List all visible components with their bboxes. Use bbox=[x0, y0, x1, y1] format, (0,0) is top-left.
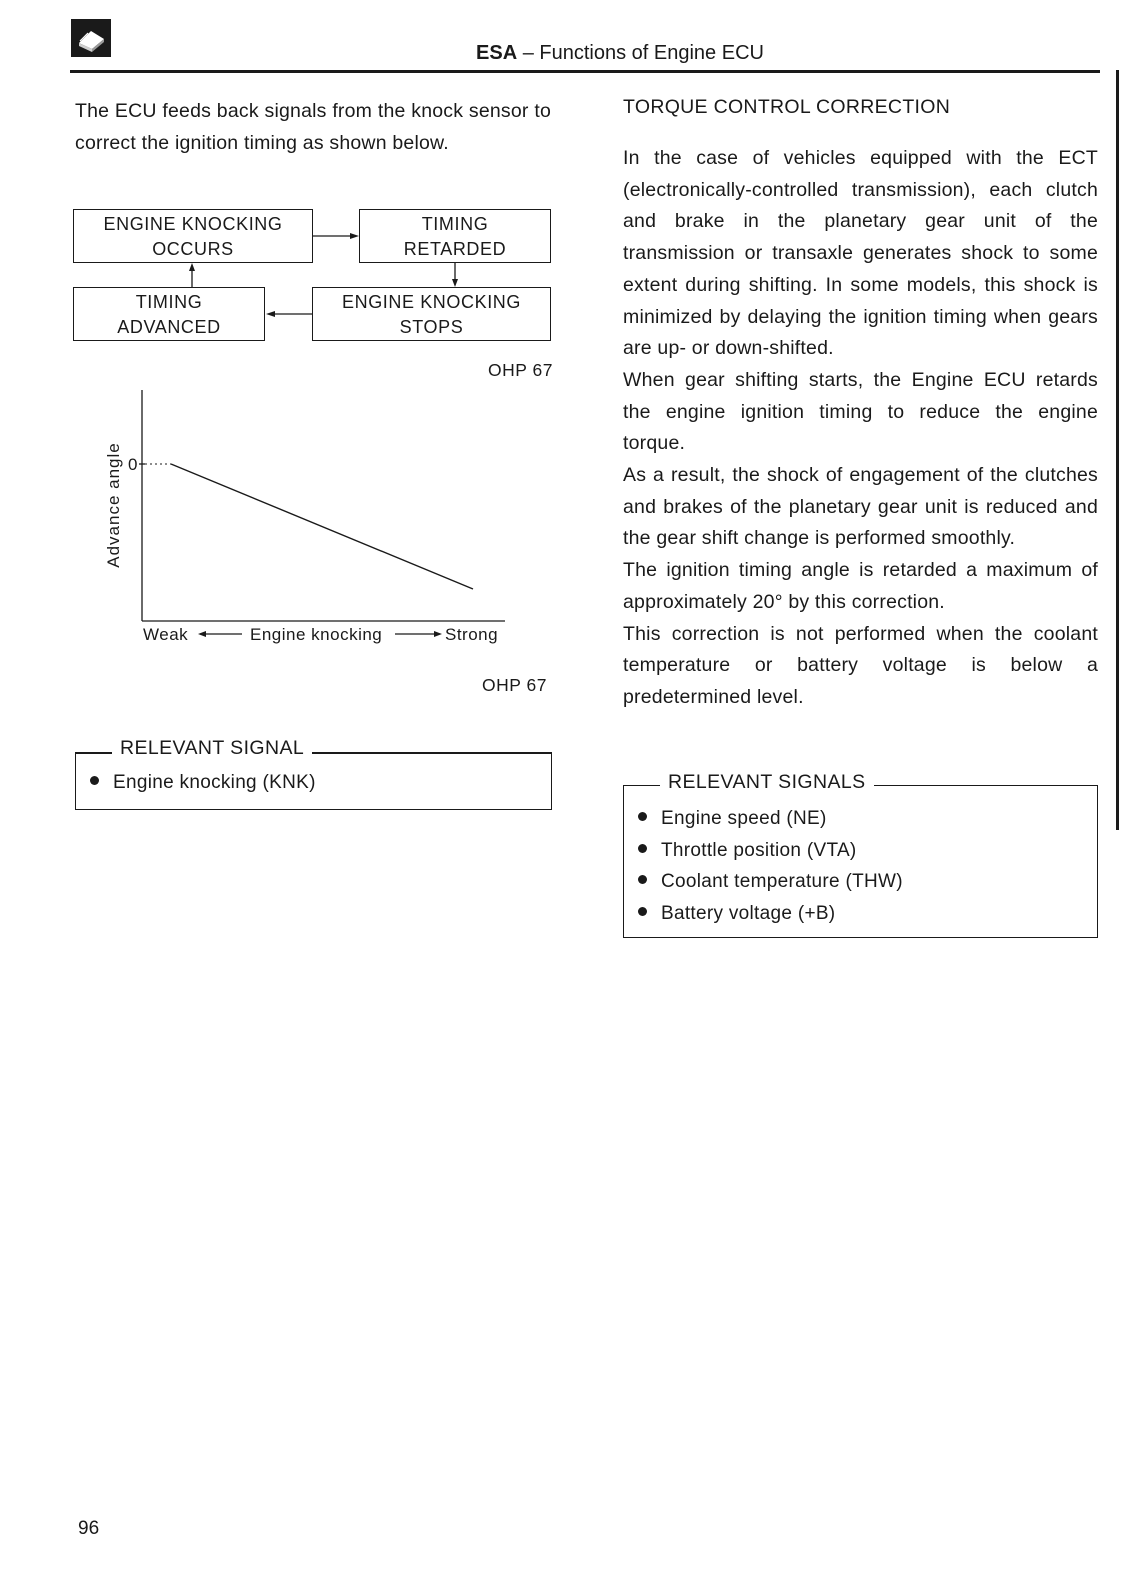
header-rule bbox=[70, 70, 1100, 73]
relevant-signal-list bbox=[90, 767, 316, 799]
signal-item bbox=[90, 767, 316, 799]
signal-item-text: Engine knocking (KNK) bbox=[113, 772, 316, 793]
advance-angle-line bbox=[171, 464, 473, 589]
flow-box-timing-retarded bbox=[359, 209, 551, 263]
bullet-icon bbox=[638, 907, 647, 916]
signal-item bbox=[638, 835, 903, 867]
flow-box-knocking-stops bbox=[312, 287, 551, 341]
relevant-signals-box bbox=[623, 771, 1098, 938]
x-axis-label: Engine knocking bbox=[250, 625, 383, 644]
flow-box-line: STOPS bbox=[399, 317, 464, 337]
bullet-icon bbox=[638, 844, 647, 853]
section-body bbox=[623, 143, 1098, 714]
relevant-signals-list bbox=[638, 803, 903, 929]
flow-box-line: ADVANCED bbox=[117, 317, 221, 337]
bullet-icon bbox=[638, 875, 647, 884]
y-tick-label: 0 bbox=[128, 455, 138, 474]
body-paragraph: The ignition timing angle is retarded a maximum of approximately 20° by this correction. bbox=[623, 559, 1098, 613]
header-title-rest: – Functions of Engine ECU bbox=[517, 42, 764, 64]
x-label-weak: Weak bbox=[143, 625, 189, 644]
signal-item-text: Throttle position (VTA) bbox=[661, 839, 857, 861]
signal-item bbox=[638, 803, 903, 835]
signal-item bbox=[638, 866, 903, 898]
ohp-reference: OHP 67 bbox=[482, 675, 547, 695]
intro-paragraph: The ECU feeds back signals from the knock sensor to correct the ignition timing as shown below. bbox=[75, 100, 551, 154]
section-heading: TORQUE CONTROL CORRECTION bbox=[623, 96, 951, 118]
signal-item bbox=[638, 898, 903, 930]
signal-item-text: Engine speed (NE) bbox=[661, 808, 827, 829]
page-number: 96 bbox=[78, 1518, 100, 1539]
relevant-signal-box bbox=[75, 737, 552, 810]
side-rule bbox=[1116, 70, 1119, 830]
bullet-icon bbox=[638, 812, 647, 821]
page-header-title bbox=[300, 42, 940, 65]
bullet-icon bbox=[90, 776, 99, 785]
advance-angle-chart bbox=[95, 385, 515, 655]
body-paragraph: When gear shifting starts, the Engine ECU retards the engine ignition timing to reduce the engine torque. bbox=[623, 368, 1098, 455]
flow-box-line: TIMING bbox=[421, 214, 489, 234]
relevant-signals-title: RELEVANT SIGNALS bbox=[660, 771, 874, 794]
ohp-reference: OHP 67 bbox=[488, 360, 553, 380]
manual-logo bbox=[71, 19, 111, 57]
body-paragraph: In the case of vehicles equipped with the ECT (electronically-controlled transmission), each clutch and brake in the planetary gear unit of the transmission or transaxle generates shock to some extent during shifting. In some models, this shock is minimized by delaying the ignition timing when gears are up- or down-shifted. bbox=[623, 147, 1098, 360]
book-icon bbox=[71, 19, 111, 57]
flow-box-line: ENGINE KNOCKING bbox=[341, 292, 522, 312]
flow-box-line: RETARDED bbox=[403, 239, 507, 259]
body-paragraph: As a result, the shock of engagement of the clutches and brakes of the planetary gear unit is reduced and the gear shift change is performed smoothly. bbox=[623, 464, 1098, 550]
arrow-left-head bbox=[198, 631, 206, 637]
flow-box-line: OCCURS bbox=[152, 239, 234, 259]
flow-box-knocking-occurs bbox=[73, 209, 313, 263]
flow-box-timing-advanced bbox=[73, 287, 265, 341]
header-title-bold: ESA bbox=[476, 42, 518, 64]
signal-item-text: Coolant temperature (THW) bbox=[661, 871, 903, 892]
body-paragraph: This correction is not performed when the coolant temperature or battery voltage is below a predetermined level. bbox=[623, 622, 1098, 708]
flow-box-line: TIMING bbox=[135, 292, 203, 312]
flow-box-line: ENGINE KNOCKING bbox=[103, 214, 283, 234]
arrow-right-head bbox=[434, 631, 442, 637]
y-axis-label: Advance angle bbox=[104, 442, 123, 568]
relevant-signal-title: RELEVANT SIGNAL bbox=[112, 737, 312, 760]
x-label-strong: Strong bbox=[445, 625, 499, 644]
signal-item-text: Battery voltage (+B) bbox=[661, 902, 836, 924]
